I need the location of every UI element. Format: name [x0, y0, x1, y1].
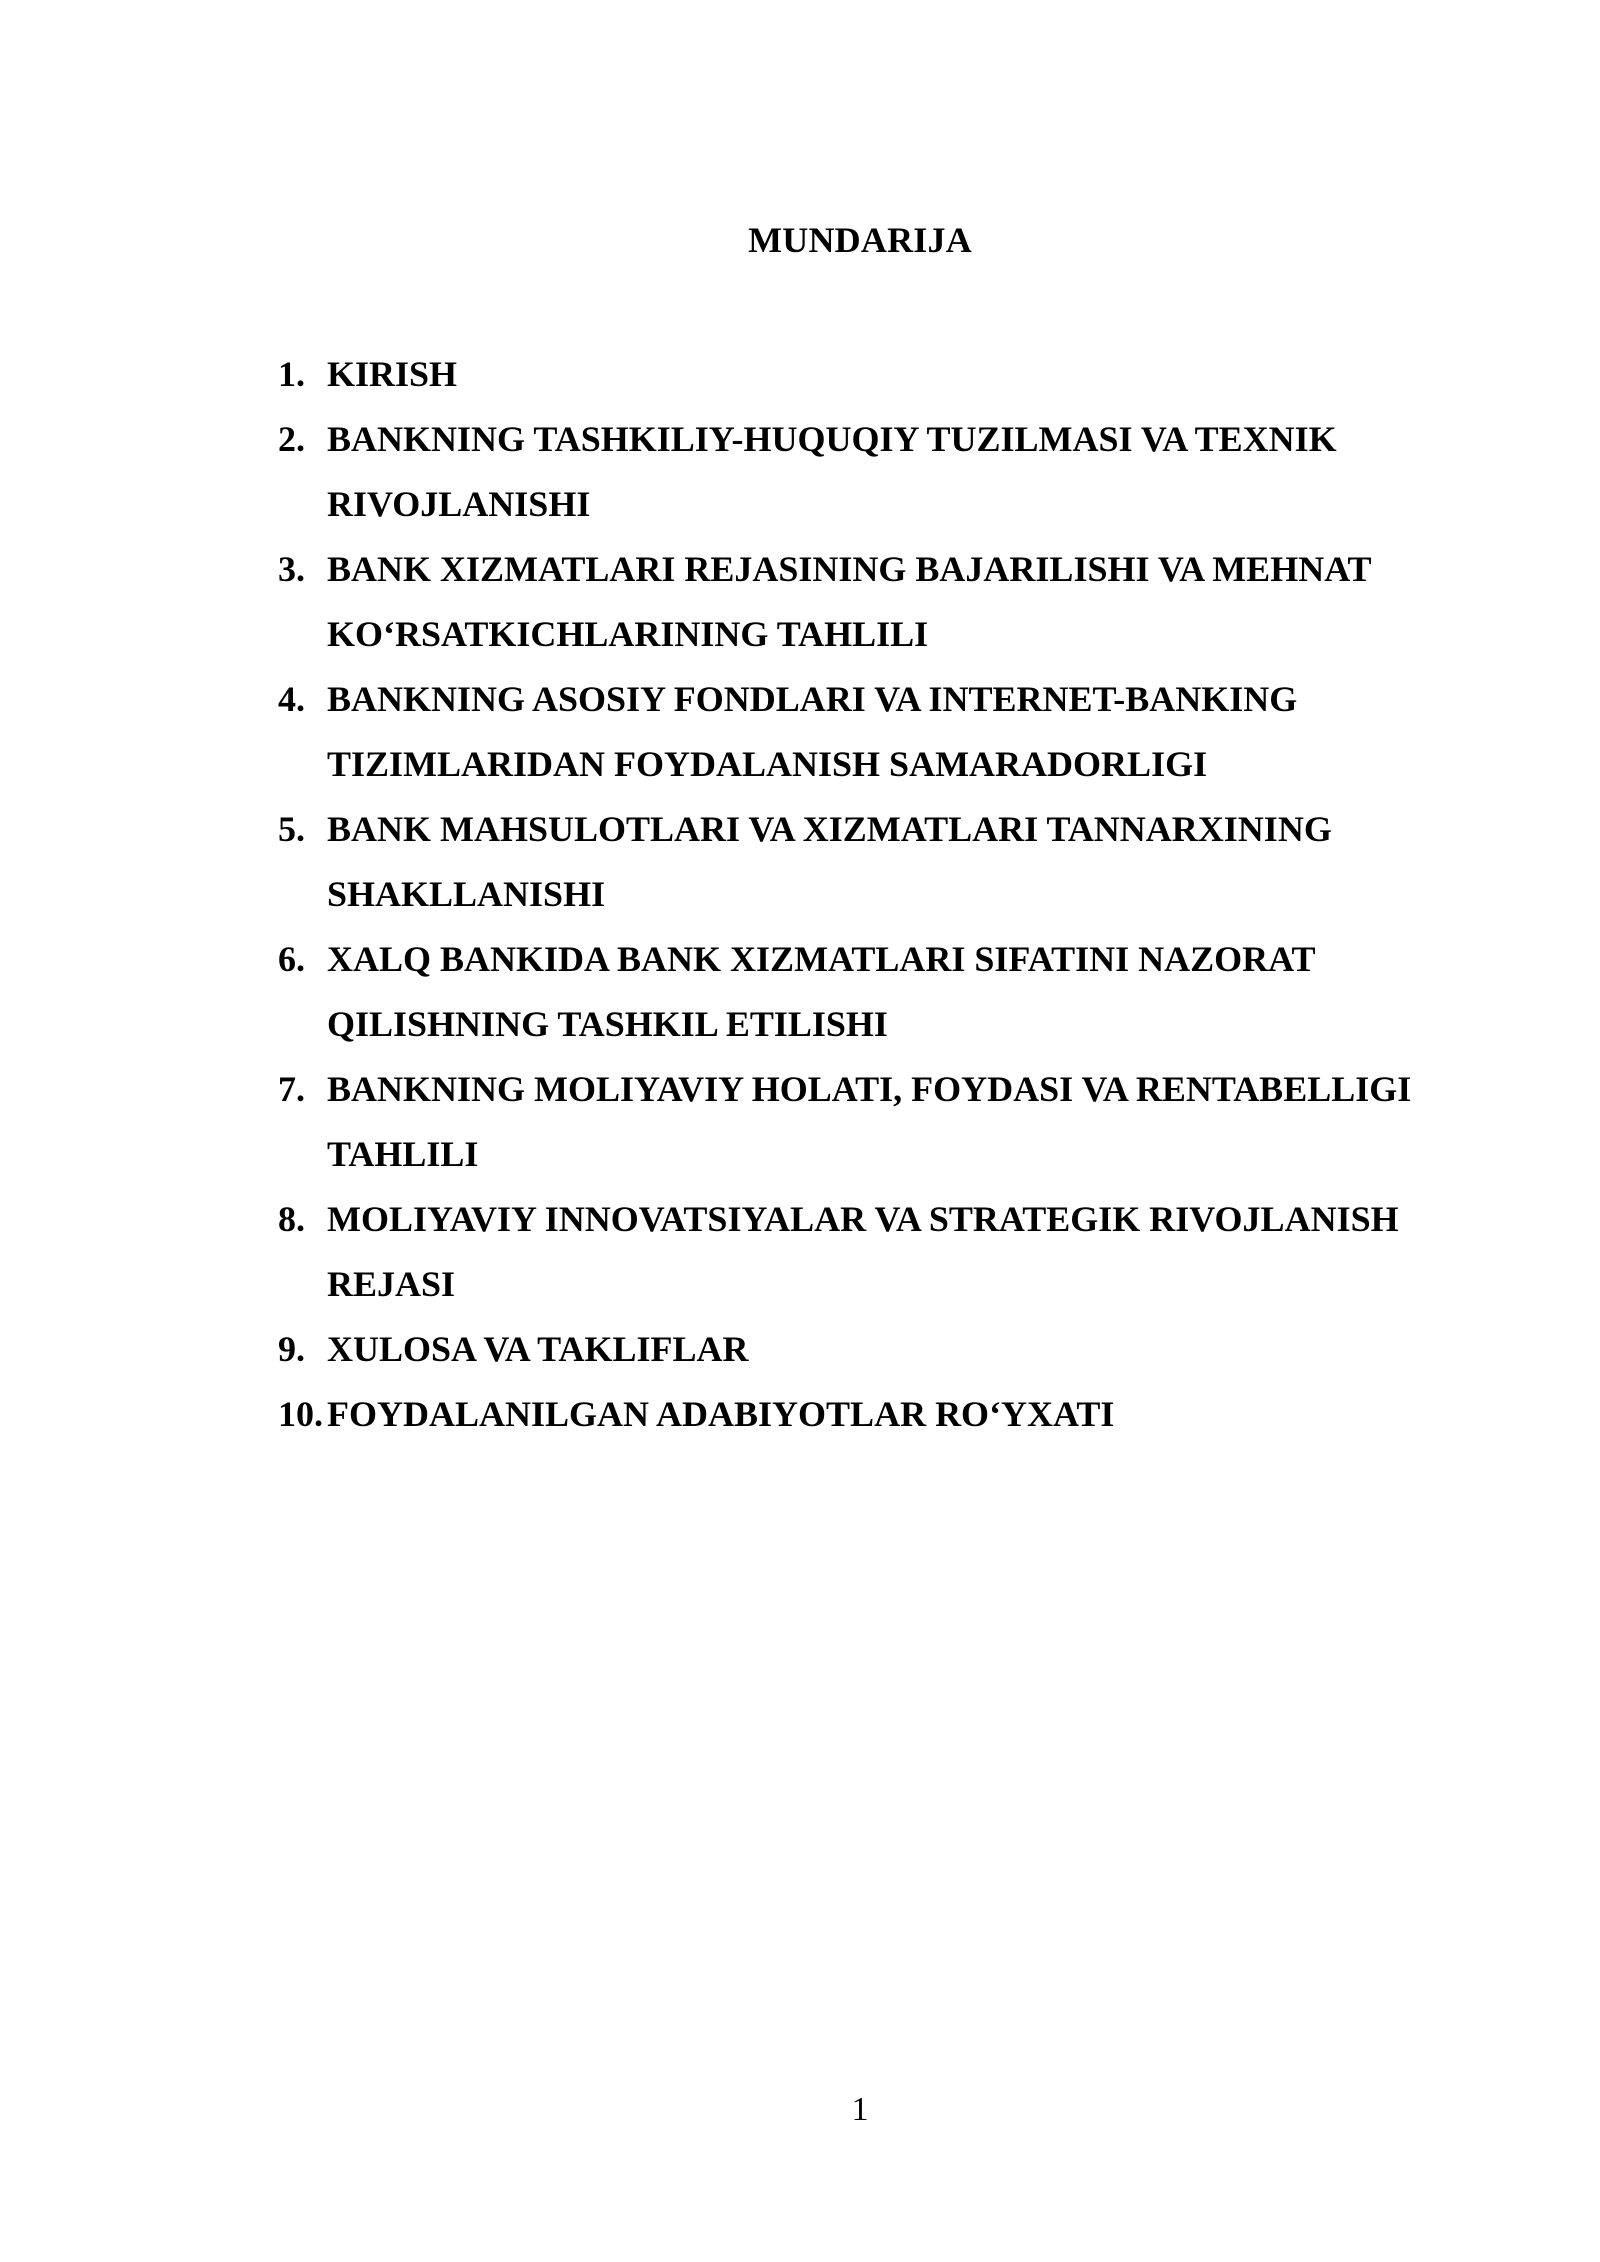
toc-item-number: 1. [278, 354, 305, 394]
toc-item [278, 1382, 1528, 1447]
toc-item [278, 537, 1528, 667]
toc-item-number: 2. [278, 419, 305, 459]
toc-item-number: 7. [278, 1069, 305, 1109]
toc-item-text: KIRISH [327, 354, 458, 394]
toc-item-text: BANKNING ASOSIY FONDLARI VA INTERNET-BANKING TIZIMLARIDAN FOYDALANISH SAMARADORLIGI [327, 679, 1298, 784]
toc-item-number: 8. [278, 1199, 305, 1239]
toc-item-number: 3. [278, 549, 305, 589]
toc-item-number: 10. [278, 1394, 323, 1434]
toc-item-text: BANKNING MOLIYAVIY HOLATI, FOYDASI VA RENTABELLIGI TAHLILI [327, 1069, 1412, 1174]
toc-item [278, 667, 1528, 797]
toc-item-text: BANKNING TASHKILIY-HUQUQIY TUZILMASI VA TEXNIK RIVOJLANISHI [327, 419, 1337, 524]
toc-item [278, 1187, 1528, 1317]
toc-item [278, 407, 1528, 537]
toc-item-text: FOYDALANILGAN ADABIYOTLAR RO‘YXATI [327, 1394, 1115, 1434]
toc-item [278, 1317, 1528, 1382]
toc-item-number: 9. [278, 1329, 305, 1369]
page-title: MUNDARIJA [748, 220, 972, 260]
toc-item-number: 4. [278, 679, 305, 719]
toc-item [278, 1057, 1528, 1187]
toc-item-number: 6. [278, 939, 305, 979]
page-number: 1 [851, 2091, 869, 2128]
toc-item-text: XALQ BANKIDA BANK XIZMATLARI SIFATINI NAZORAT QILISHNING TASHKIL ETILISHI [327, 939, 1316, 1044]
toc-item-text: BANK XIZMATLARI REJASINING BAJARILISHI VA MEHNAT KO‘RSATKICHLARINING TAHLILI [327, 549, 1372, 654]
toc-item [278, 797, 1528, 927]
toc-item-text: BANK MAHSULOTLARI VA XIZMATLARI TANNARXINING SHAKLLANISHI [327, 809, 1332, 914]
toc-item-text: MOLIYAVIY INNOVATSIYALAR VA STRATEGIK RIVOJLANISH REJASI [327, 1199, 1399, 1304]
toc-item [278, 927, 1528, 1057]
toc-item-text: XULOSA VA TAKLIFLAR [327, 1329, 749, 1369]
toc-item [278, 342, 1528, 407]
toc-item-number: 5. [278, 809, 305, 849]
table-of-contents [278, 342, 1528, 1447]
